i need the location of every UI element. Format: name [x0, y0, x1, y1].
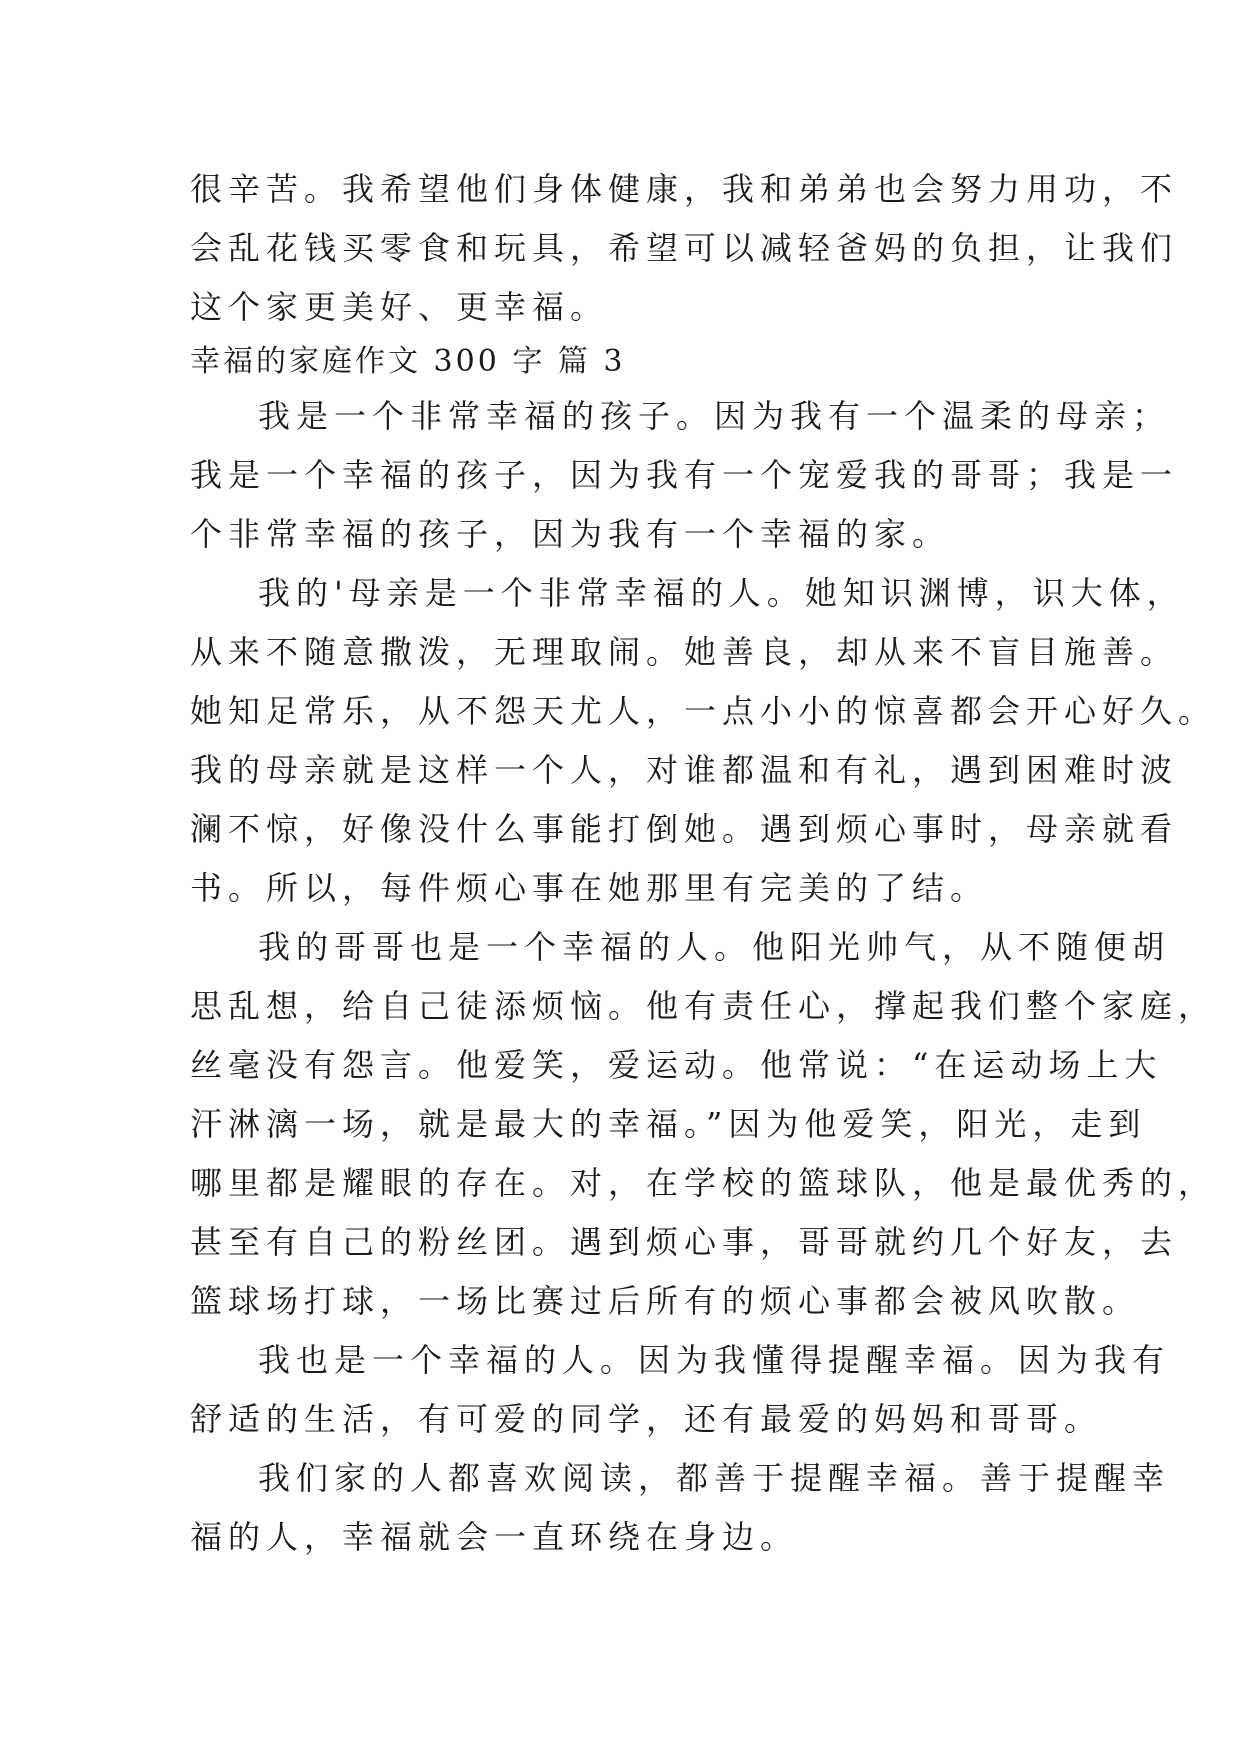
text-line: 我的'母亲是一个非常幸福的人。她知识渊博，识大体， [258, 574, 1185, 612]
text-line: 这个家更美好、更幸福。 [190, 288, 609, 326]
text-line: 丝毫没有怨言。他爱笑，爱运动。他常说：“在运动场上大 [190, 1046, 1163, 1084]
text-line: 很辛苦。我希望他们身体健康，我和弟弟也会努力用功，不 [190, 170, 1179, 208]
continued-paragraph [190, 160, 1179, 337]
text-line: 我是一个非常幸福的孩子。因为我有一个温柔的母亲； [258, 397, 1171, 435]
text-line: 会乱花钱买零食和玩具，希望可以减轻爸妈的负担，让我们 [190, 229, 1179, 267]
text-line: 篮球场打球，一场比赛过后所有的烦心事都会被风吹散。 [190, 1282, 1141, 1320]
paragraph-1 [190, 387, 1179, 564]
text-line: 从来不随意撒泼，无理取闹。她善良，却从来不盲目施善。 [190, 633, 1179, 671]
text-line: 福的人，幸福就会一直环绕在身边。 [190, 1518, 799, 1556]
text-line: 我的哥哥也是一个幸福的人。他阳光帅气，从不随便胡 [258, 928, 1171, 966]
text-line: 我的母亲就是这样一个人，对谁都温和有礼，遇到困难时波 [190, 751, 1179, 789]
document-body [190, 160, 1217, 1567]
text-line: 思乱想，给自己徒添烦恼。他有责任心，撑起我们整个家庭， [190, 987, 1217, 1025]
text-line: 个非常幸福的孩子，因为我有一个幸福的家。 [190, 515, 951, 553]
text-line: 哪里都是耀眼的存在。对，在学校的篮球队，他是最优秀的， [190, 1164, 1217, 1202]
text-line: 我是一个幸福的孩子，因为我有一个宠爱我的哥哥；我是一 [190, 456, 1179, 494]
paragraph-3 [190, 918, 1217, 1331]
text-line: 舒适的生活，有可爱的同学，还有最爱的妈妈和哥哥。 [190, 1400, 1103, 1438]
text-line: 汗淋漓一场，就是最大的幸福。”因为他爱笑，阳光，走到 [190, 1105, 1147, 1143]
paragraph-4 [190, 1331, 1171, 1449]
text-line: 她知足常乐，从不怨天尤人，一点小小的惊喜都会开心好久。 [190, 692, 1217, 730]
text-line: 我也是一个幸福的人。因为我懂得提醒幸福。因为我有 [258, 1341, 1171, 1379]
text-line: 澜不惊，好像没什么事能打倒她。遇到烦心事时，母亲就看 [190, 810, 1179, 848]
text-line: 我们家的人都喜欢阅读，都善于提醒幸福。善于提醒幸 [258, 1459, 1171, 1497]
section-heading: 幸福的家庭作文 300 字 篇 3 [190, 344, 626, 379]
text-line: 书。所以，每件烦心事在她那里有完美的了结。 [190, 869, 989, 907]
paragraph-5 [190, 1449, 1171, 1567]
text-line: 甚至有自己的粉丝团。遇到烦心事，哥哥就约几个好友，去 [190, 1223, 1179, 1261]
paragraph-2 [190, 564, 1217, 918]
